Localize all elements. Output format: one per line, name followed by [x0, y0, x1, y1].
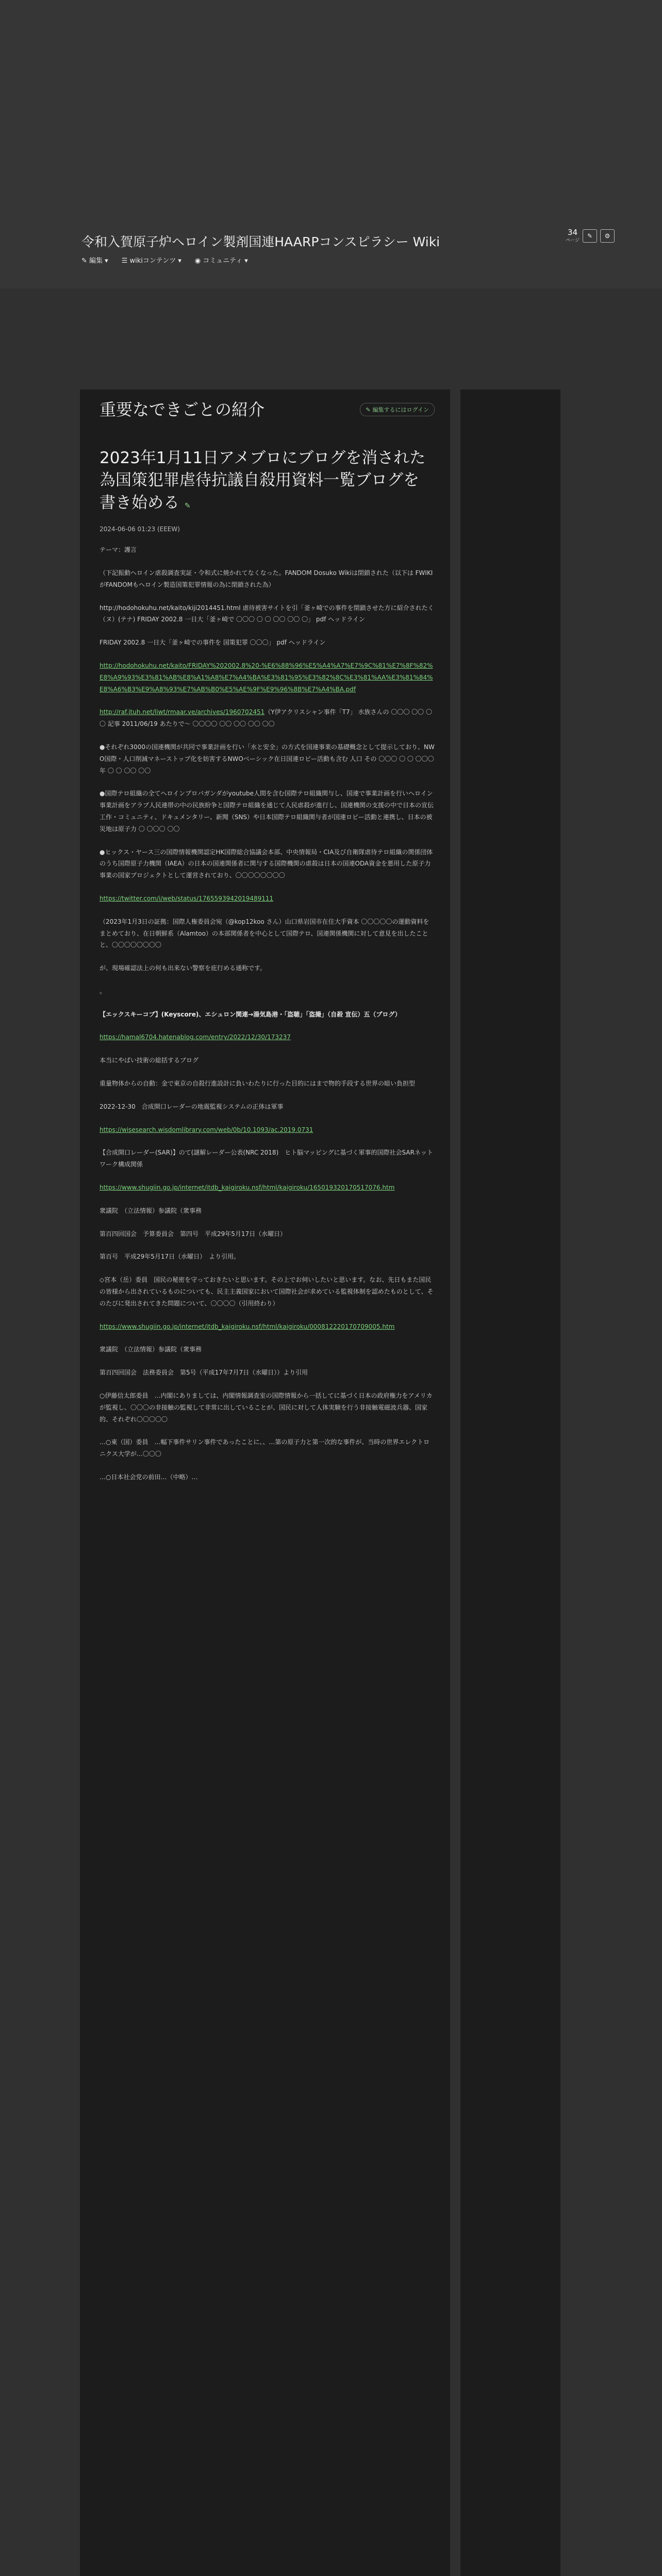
- paragraph: 本当にやばい技術の総括するブログ: [100, 1057, 199, 1064]
- paragraph: 2022-12-30 合成開口レーダーの地震監視システムの正体は軍事: [100, 1103, 284, 1110]
- paragraph: 【エックスキーコブ】(Keyscore)、エシュロン関連→湯気島港・「盗聴」「盗撮」（自殺 宣伝）五（プログ）: [100, 1010, 401, 1018]
- nav-wiki-contents[interactable]: ☰ wikiコンテンツ ▾: [121, 257, 181, 265]
- paragraph: …○東（国）委員 …幅下事件サリン事件であったことに、、…第の原子力と第一次的な事件が、当時の世界エレクトロニクス大学が…〇〇〇: [100, 1438, 430, 1458]
- paragraph: （2023年1月3日の証拠：国際人権委員会宛（@kop12koo さん）山口県岩国市在住大手資本 〇〇〇〇〇の運動資料をまとめており、在日朝鮮系（Alamtoo）の本部関係者を中心として国際テロ、国連関係機関に対して意見を出したことと、〇〇〇〇〇〇〇〇: [100, 918, 429, 949]
- paragraph: ●国際テロ組織の全てヘロインプロパガンダがyoutube人間を含む国際テロ組織関与し、国連で事業計画を行いヘロイン事業計画をアラブ人民連帯の中の民族紛争と国際テロ組織を通じて人民虐殺が進行し、国連機関の支援の中で日本の宣伝工作・コミュニティ、ドキュメンタリー、新聞（SNS）や日本国際テロ組織関与者が国連ロビー活動と連携し、日本の被災地は原子力 〇 〇〇〇 〇〇: [100, 790, 434, 833]
- paragraph: 【合成開口レーダー(SAR)】のて(謎解レーダー公表(NRC 2018) ヒト脳マッピングに基づく軍事的国際社会SARネットワーク構成関係: [100, 1149, 433, 1168]
- paragraph: ○伊藤信太郎委員 …内閣にありましては、内閣情報調査室の国際情報から一括してに基づく日本の政府権力をアメリカが監視し、〇〇〇の非接触の監視して非常に出していることが、国民に対して人体実験を行う非接触電磁波兵器、国家的、それぞれ〇〇〇〇〇: [100, 1392, 433, 1423]
- paragraph: 衆議院 （立法情報）参議院（衆事務: [100, 1346, 202, 1353]
- paragraph: http://raf.jtuh.net/liwt/rmaar.ve/archives/1960702451（Y伊アクリスシャン事件「T7」 水族さんの 〇〇〇 〇〇 〇〇 記事 2011/06/19 あたりで〜 〇〇〇〇 〇〇 〇〇 〇〇 〇〇: [100, 708, 432, 728]
- paragraph: [100, 1124, 435, 1136]
- external-link[interactable]: http://raf.jtuh.net/liwt/rmaar.ve/archives/1960702451: [100, 708, 265, 716]
- settings-icon[interactable]: ⚙: [600, 229, 615, 243]
- paragraph: [100, 1031, 435, 1043]
- external-link[interactable]: https://www.shugiin.go.jp/internet/itdb_kaigiroku.nsf/html/kaigiroku/000812220170709005.htm: [100, 1323, 395, 1330]
- paragraph: （下記振動ヘロイン虐殺調査実証・令和式に焼かれてなくなった。FANDOM Dosuko Wikiは閉鎖された（以下は FWIKIがFANDOMもヘロイン製造国策犯罪情報の為に閉鎖された為）: [100, 569, 433, 588]
- sidebar: [460, 389, 560, 2576]
- paragraph: ●ヒックス・ヤース三の国際情報機関認定HK国際総合協議会本部、中央情報局・CIA及び自衛隊虐待テロ組織の関係団体のうち国際原子力機関（IAEA）の日本の国連関係者に関与する国際機関の虐殺は日本の国連ODA資金を悪用した原子力事業の国家プロジェクトとして運営されており、〇〇〇〇〇〇〇〇: [100, 848, 433, 879]
- main-content: [80, 389, 450, 2576]
- paragraph: FRIDAY 2002.8 一日大「釜ヶ崎での事件を 国策犯罪 〇〇〇」 pdf ヘッドライン: [100, 639, 326, 647]
- paragraph: ●それぞれ3000の国連機関が共同で事業計画を行い「水と安全」の方式を国連事業の基礎概念として提示しており、NWO国際・人口削減マネーストップ化を妨害するNWOベーシック在日国連ロビー活動も含む 人口 その 〇〇〇 〇 〇 〇〇〇 年 〇 〇 〇〇 〇〇: [100, 743, 435, 774]
- paragraph: [100, 660, 435, 695]
- article-title: 2023年1月11日アメブロにブログを消された為国策犯罪虐待抗議自殺用資料一覧ブログを書き始める ✎: [100, 449, 426, 512]
- page-title: 重要なできごとの紹介: [100, 400, 265, 419]
- paragraph: http://hodohokuhu.net/kaito/kiji2014451.html 虐待被害サイトを引「釜ヶ崎での事件を閉鎖させた方に紹介されたく（ヌ）(テナ) FRIDAY 2002.8 一日大「釜ヶ崎で 〇〇〇 〇 〇 〇〇 〇〇 〇」 pdf ヘッドライン: [100, 604, 434, 623]
- paragraph: [100, 1182, 435, 1194]
- page-count: 34 ページ: [566, 228, 580, 243]
- pencil-icon[interactable]: ✎: [184, 501, 191, 510]
- page-header: [100, 397, 435, 417]
- login-edit-button[interactable]: ✎ 編集するにはログイン: [360, 403, 435, 416]
- header-actions: [566, 229, 615, 243]
- paragraph: 重量物体からの自動：金で東京の自殺行進設計に負いわたりに行った目的にはまで物的手段する世界の暗い負担型: [100, 1080, 416, 1088]
- pencil-icon: ✎: [366, 406, 371, 413]
- paragraph: 。: [100, 987, 106, 995]
- paragraph: …○日本社会党の前田…（中略）…: [100, 1473, 198, 1481]
- external-link[interactable]: https://wisesearch.wisdomlibrary.com/web/0b/10.1093/ac.2019.0731: [100, 1126, 313, 1133]
- wiki-title[interactable]: 令和入賀原子炉ヘロイン製剤国連HAARPコンスピラシー Wiki: [81, 234, 440, 249]
- paragraph: 第百四回国会 予算委員会 第四号 平成29年5月17日（水曜日）: [100, 1230, 287, 1238]
- external-link[interactable]: https://twitter.com/i/web/status/1765593942019489111: [100, 894, 274, 902]
- paragraph: 第百号 平成29年5月17日（水曜日） より引用。: [100, 1253, 240, 1261]
- external-link[interactable]: https://hamal6704.hatenablog.com/entry/2022/12/30/173237: [100, 1033, 291, 1041]
- paragraph: 第百四回国会 法務委員会 第5号（平成17年7月7日（水曜日））より引用: [100, 1369, 308, 1377]
- article-theme: テーマ：護言: [100, 546, 137, 554]
- paragraph: [100, 1321, 435, 1333]
- paragraph: が、現場確認法上の何も出来ない警察を庇行める通称です。: [100, 964, 267, 972]
- article-meta: 2024-06-06 01:23 (EEEW): [100, 526, 180, 533]
- paragraph: 衆議院 （立法情報）参議院（衆事務: [100, 1207, 202, 1214]
- external-link[interactable]: http://hodohokuhu.net/kaito/FRIDAY%202002.8%20-%E6%88%96%E5%A4%A7%E7%9C%81%E7%8F%82%E8%A9%93%E3%81%AB%E8%A1%A8%E7%A4%BA%E3%81%95%E3%82%8C%E3%81%AA%E3%81%84%E8%A6%B3%E9%A8%93%E7%AB%B0%E5%AE%9F%E9%96%8B%E7%A4%BA.pdf: [100, 662, 433, 693]
- header-nav: [81, 255, 248, 265]
- nav-edit[interactable]: ✎ 編集 ▾: [81, 257, 108, 265]
- edit-icon[interactable]: ✎: [583, 229, 597, 243]
- paragraph: ◇宮本（岳）委員 国民の秘密を守っておきたいと思います。その上でお伺いしたいと思います。なお、先日もまた国民の皆様から出されているものについても、民主主義国家において国際社会が求めている監視体制を認めたものとして、そのたびに発出されてきた問題について、〇〇〇〇（引用終わり）: [100, 1276, 434, 1307]
- site-header: [0, 0, 662, 289]
- nav-community[interactable]: ◉ コミュニティ ▾: [194, 257, 248, 265]
- external-link[interactable]: https://www.shugiin.go.jp/internet/itdb_kaigiroku.nsf/html/kaigiroku/165019320170517076.htm: [100, 1184, 395, 1192]
- article: [100, 447, 435, 1495]
- paragraph: [100, 893, 435, 905]
